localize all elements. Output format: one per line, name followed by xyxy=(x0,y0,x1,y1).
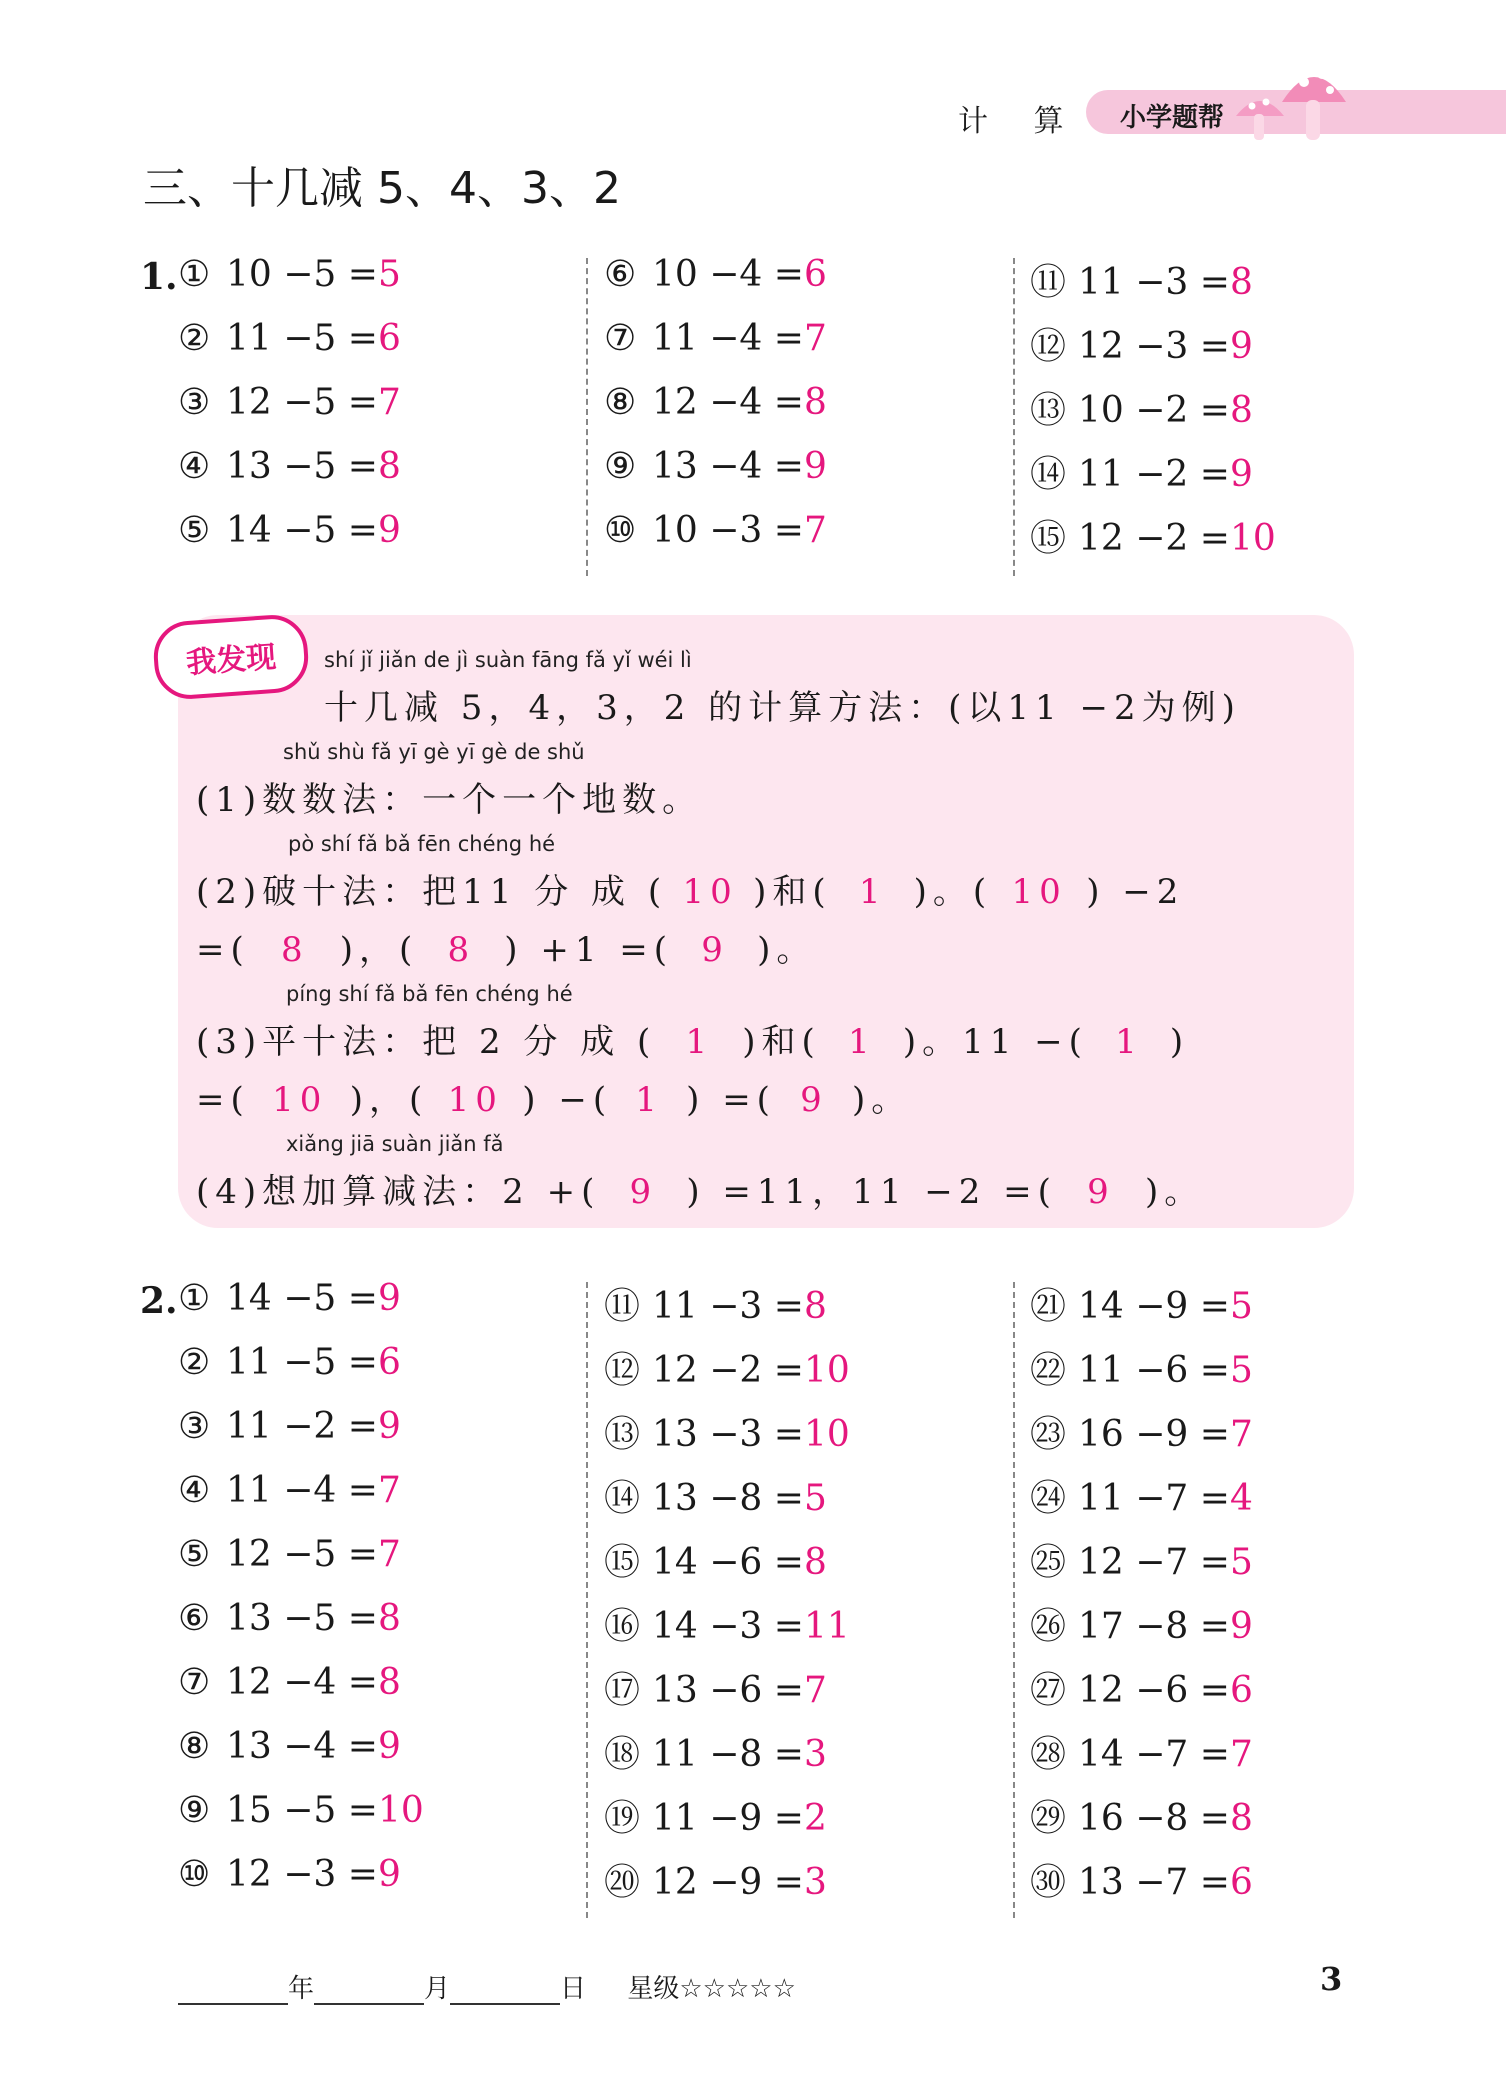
discovery-line-3: (2)破十法：把11 分 成 ( 10 )和( 1 )。( 10 ) −2 xyxy=(196,872,1185,912)
column-divider xyxy=(1013,1282,1015,1918)
item-number: ⑥ xyxy=(604,254,637,295)
item-number: ⑲ xyxy=(604,1798,641,1839)
equation-answer[interactable]: 10 xyxy=(803,1414,850,1455)
equation-answer[interactable]: 5 xyxy=(1229,1286,1253,1327)
equation xyxy=(178,382,401,423)
item-number: ⑮ xyxy=(1030,518,1067,559)
item-number: ⑫ xyxy=(1030,326,1067,367)
equation xyxy=(604,254,827,295)
equation-expression: 17 −8 = xyxy=(1078,1606,1230,1647)
item-number: ㉗ xyxy=(1030,1670,1067,1711)
equation-answer[interactable]: 8 xyxy=(803,1542,827,1583)
item-number: ② xyxy=(178,318,211,359)
equation-expression: 15 −5 = xyxy=(226,1790,378,1831)
equation-expression: 13 −6 = xyxy=(652,1670,804,1711)
equation-answer[interactable]: 9 xyxy=(1229,1606,1253,1647)
equation-expression: 12 −4 = xyxy=(652,382,804,423)
item-number: ⑤ xyxy=(178,510,211,551)
item-number: ⑤ xyxy=(178,1534,211,1575)
item-number: ⑦ xyxy=(178,1662,211,1703)
item-number: ⑬ xyxy=(604,1414,641,1455)
equation-expression: 13 −5 = xyxy=(226,446,378,487)
equation-answer[interactable]: 7 xyxy=(1229,1734,1253,1775)
equation-answer[interactable]: 4 xyxy=(1229,1478,1253,1519)
page-title: 三、十几减 5、4、3、2 xyxy=(143,163,621,214)
equation-answer[interactable]: 5 xyxy=(803,1478,827,1519)
equation xyxy=(178,1278,401,1319)
equation xyxy=(1030,254,1253,305)
equation-answer[interactable]: 9 xyxy=(1229,326,1253,367)
item-number: ㉙ xyxy=(1030,1798,1067,1839)
star-rating[interactable]: 星级☆☆☆☆☆ xyxy=(627,1974,796,2004)
equation-expression: 13 −4 = xyxy=(652,446,804,487)
discovery-line-7: (4)想加算减法：2 +( 9 ) =11，11 −2 =( 9 )。 xyxy=(196,1172,1205,1212)
equation-expression: 11 −3 = xyxy=(652,1286,804,1327)
equation-expression: 12 −5 = xyxy=(226,382,378,423)
equation-answer[interactable]: 8 xyxy=(1229,390,1253,431)
equation xyxy=(1030,1726,1253,1777)
equation-expression: 11 −5 = xyxy=(226,318,378,359)
item-number: ㉔ xyxy=(1030,1478,1067,1519)
equation-answer[interactable]: 6 xyxy=(377,318,401,359)
item-number: ㉘ xyxy=(1030,1734,1067,1775)
pinyin-line: shí jǐ jiǎn de jì suàn fāng fǎ yǐ wéi lì xyxy=(324,648,692,672)
equation xyxy=(604,1278,827,1329)
item-number: ⑨ xyxy=(604,446,637,487)
equation-answer[interactable]: 5 xyxy=(1229,1542,1253,1583)
equation-expression: 11 −2 = xyxy=(226,1406,378,1447)
section-1-number: 1. xyxy=(140,256,178,298)
item-number: ⑪ xyxy=(604,1286,641,1327)
equation-expression: 11 −7 = xyxy=(1078,1478,1230,1519)
item-number: ⑥ xyxy=(178,1598,211,1639)
equation xyxy=(178,446,401,487)
equation xyxy=(178,1534,401,1575)
item-number: ㉖ xyxy=(1030,1606,1067,1647)
equation-expression: 12 −3 = xyxy=(1078,326,1230,367)
equation-expression: 14 −6 = xyxy=(652,1542,804,1583)
equation-expression: 11 −3 = xyxy=(1078,262,1230,303)
item-number: ⑧ xyxy=(604,382,637,423)
equation-answer[interactable]: 8 xyxy=(803,382,827,423)
equation xyxy=(1030,318,1253,369)
equation xyxy=(1030,382,1253,433)
pinyin-line: xiǎng jiā suàn jiǎn fǎ xyxy=(286,1132,504,1156)
item-number: ④ xyxy=(178,1470,211,1511)
equation xyxy=(178,1854,401,1895)
equation-answer[interactable]: 7 xyxy=(377,382,401,423)
equation-expression: 12 −7 = xyxy=(1078,1542,1230,1583)
equation xyxy=(604,1854,827,1905)
equation-expression: 11 −9 = xyxy=(652,1798,804,1839)
equation-expression: 10 −2 = xyxy=(1078,390,1230,431)
equation xyxy=(604,318,827,359)
equation xyxy=(1030,1598,1253,1649)
item-number: ① xyxy=(178,1278,211,1319)
discovery-line-6: =( 10 )，( 10 ) −( 1 ) =( 9 )。 xyxy=(196,1080,912,1120)
equation xyxy=(1030,1534,1253,1585)
equation-answer[interactable]: 7 xyxy=(377,1470,401,1511)
equation-answer[interactable]: 6 xyxy=(1229,1670,1253,1711)
item-number: ⑮ xyxy=(604,1542,641,1583)
equation-expression: 10 −3 = xyxy=(652,510,804,551)
year-blank[interactable] xyxy=(178,1977,288,2005)
item-number: ㉚ xyxy=(1030,1862,1067,1903)
equation xyxy=(604,1790,827,1841)
equation xyxy=(178,510,401,551)
equation-answer[interactable]: 8 xyxy=(803,1286,827,1327)
equation xyxy=(178,1342,401,1383)
equation-answer[interactable]: 10 xyxy=(1229,518,1276,559)
equation-answer[interactable]: 10 xyxy=(377,1790,424,1831)
month-blank[interactable] xyxy=(314,1977,424,2005)
item-number: ④ xyxy=(178,446,211,487)
day-blank[interactable] xyxy=(450,1977,560,2005)
equation-answer[interactable]: 10 xyxy=(803,1350,850,1391)
equation xyxy=(1030,510,1276,561)
equation xyxy=(1030,446,1253,497)
equation-answer[interactable]: 6 xyxy=(1229,1862,1253,1903)
item-number: ③ xyxy=(178,382,211,423)
item-number: ② xyxy=(178,1342,211,1383)
item-number: ⑩ xyxy=(604,510,637,551)
equation-answer[interactable]: 11 xyxy=(803,1606,850,1647)
discovery-line-5: (3)平十法：把 2 分 成 ( 1 )和( 1 )。11 −( 1 ) xyxy=(196,1022,1190,1062)
equation-answer[interactable]: 8 xyxy=(377,446,401,487)
equation-answer[interactable]: 7 xyxy=(803,1670,827,1711)
equation-expression: 12 −2 = xyxy=(1078,518,1230,559)
equation-expression: 12 −9 = xyxy=(652,1862,804,1903)
equation-expression: 12 −5 = xyxy=(226,1534,378,1575)
equation-answer[interactable]: 8 xyxy=(1229,262,1253,303)
equation-answer[interactable]: 3 xyxy=(803,1734,827,1775)
item-number: ⑭ xyxy=(604,1478,641,1519)
equation xyxy=(178,1470,401,1511)
equation xyxy=(178,1598,401,1639)
equation-answer[interactable]: 9 xyxy=(377,510,401,551)
item-number: ㉑ xyxy=(1030,1286,1067,1327)
equation-expression: 10 −4 = xyxy=(652,254,804,295)
equation xyxy=(178,1790,424,1831)
equation-answer[interactable]: 8 xyxy=(377,1662,401,1703)
equation-expression: 14 −5 = xyxy=(226,510,378,551)
equation xyxy=(1030,1278,1253,1329)
equation xyxy=(1030,1342,1253,1393)
equation xyxy=(178,1406,401,1447)
equation-expression: 10 −5 = xyxy=(226,254,378,295)
item-number: ⑰ xyxy=(604,1670,641,1711)
discovery-line-2: (1)数数法：一个一个地数。 xyxy=(196,780,703,820)
equation-answer[interactable]: 5 xyxy=(377,254,401,295)
column-divider xyxy=(586,258,588,576)
equation-answer[interactable]: 7 xyxy=(1229,1414,1253,1455)
equation-answer[interactable]: 7 xyxy=(377,1534,401,1575)
equation-answer[interactable]: 8 xyxy=(377,1598,401,1639)
equation-answer[interactable]: 6 xyxy=(803,254,827,295)
equation-expression: 16 −9 = xyxy=(1078,1414,1230,1455)
mushroom-icon xyxy=(1222,52,1352,152)
equation-expression: 14 −3 = xyxy=(652,1606,804,1647)
equation-expression: 12 −6 = xyxy=(1078,1670,1230,1711)
equation-answer[interactable]: 9 xyxy=(377,1406,401,1447)
equation-answer[interactable]: 9 xyxy=(1229,454,1253,495)
equation-expression: 14 −5 = xyxy=(226,1278,378,1319)
item-number: ⑦ xyxy=(604,318,637,359)
equation-answer[interactable]: 9 xyxy=(803,446,827,487)
equation-answer[interactable]: 5 xyxy=(1229,1350,1253,1391)
equation-expression: 11 −4 = xyxy=(226,1470,378,1511)
header-series-label: 小学题帮 xyxy=(1120,103,1225,133)
equation xyxy=(604,1598,850,1649)
item-number: ⑯ xyxy=(604,1606,641,1647)
equation-expression: 11 −2 = xyxy=(1078,454,1230,495)
item-number: ⑫ xyxy=(604,1350,641,1391)
pinyin-line: shǔ shù fǎ yī gè yī gè de shǔ xyxy=(283,740,585,764)
equation xyxy=(178,1726,401,1767)
item-number: ⑳ xyxy=(604,1862,641,1903)
item-number: ⑭ xyxy=(1030,454,1067,495)
equation-expression: 12 −2 = xyxy=(652,1350,804,1391)
equation xyxy=(604,1662,827,1713)
item-number: ㉕ xyxy=(1030,1542,1067,1583)
equation xyxy=(604,1342,850,1393)
section-2-number: 2. xyxy=(140,1280,178,1322)
pinyin-line: pò shí fǎ bǎ fēn chéng hé xyxy=(288,832,556,856)
equation xyxy=(604,382,827,423)
item-number: ㉓ xyxy=(1030,1414,1067,1455)
equation-expression: 13 −3 = xyxy=(652,1414,804,1455)
equation-answer[interactable]: 3 xyxy=(803,1862,827,1903)
equation xyxy=(604,446,827,487)
equation xyxy=(604,1406,850,1457)
equation-expression: 11 −8 = xyxy=(652,1734,804,1775)
equation xyxy=(604,510,827,551)
equation-expression: 14 −7 = xyxy=(1078,1734,1230,1775)
equation-expression: 13 −5 = xyxy=(226,1598,378,1639)
equation xyxy=(178,1662,401,1703)
equation xyxy=(1030,1470,1253,1521)
equation-answer[interactable]: 9 xyxy=(377,1854,401,1895)
equation xyxy=(1030,1406,1253,1457)
equation-expression: 13 −7 = xyxy=(1078,1862,1230,1903)
item-number: ⑱ xyxy=(604,1734,641,1775)
equation-expression: 11 −5 = xyxy=(226,1342,378,1383)
equation xyxy=(1030,1662,1253,1713)
equation xyxy=(178,318,401,359)
header-subject: 计 算 xyxy=(958,104,1082,139)
equation xyxy=(178,254,401,295)
equation-expression: 12 −3 = xyxy=(226,1854,378,1895)
item-number: ⑪ xyxy=(1030,262,1067,303)
equation xyxy=(1030,1854,1253,1905)
item-number: ㉒ xyxy=(1030,1350,1067,1391)
discovery-line-1: 十几减 5，4，3，2 的计算方法：(以11 −2为例) xyxy=(324,688,1241,728)
equation-expression: 11 −6 = xyxy=(1078,1350,1230,1391)
equation-expression: 11 −4 = xyxy=(652,318,804,359)
footer-date-rating: 年 月 日 星级☆☆☆☆☆ xyxy=(178,1968,796,2005)
column-divider xyxy=(586,1282,588,1918)
discovery-line-4: =( 8 )，( 8 ) +1 =( 9 )。 xyxy=(196,930,817,970)
item-number: ③ xyxy=(178,1406,211,1447)
discovery-badge xyxy=(151,613,310,702)
equation-answer[interactable]: 2 xyxy=(803,1798,827,1839)
equation-expression: 13 −4 = xyxy=(226,1726,378,1767)
item-number: ⑬ xyxy=(1030,390,1067,431)
item-number: ① xyxy=(178,254,211,295)
equation-expression: 16 −8 = xyxy=(1078,1798,1230,1839)
item-number: ⑨ xyxy=(178,1790,211,1831)
equation-expression: 13 −8 = xyxy=(652,1478,804,1519)
item-number: ⑩ xyxy=(178,1854,211,1895)
equation-answer[interactable]: 9 xyxy=(377,1726,401,1767)
discovery-badge-label: 我发现 xyxy=(185,639,278,682)
column-divider xyxy=(1013,258,1015,576)
equation xyxy=(1030,1790,1253,1841)
equation-answer[interactable]: 7 xyxy=(803,318,827,359)
item-number: ⑧ xyxy=(178,1726,211,1767)
equation-expression: 14 −9 = xyxy=(1078,1286,1230,1327)
page-number: 3 xyxy=(1320,1960,1343,1998)
equation xyxy=(604,1726,827,1777)
equation-answer[interactable]: 9 xyxy=(377,1278,401,1319)
equation-answer[interactable]: 7 xyxy=(803,510,827,551)
equation-answer[interactable]: 8 xyxy=(1229,1798,1253,1839)
equation-expression: 12 −4 = xyxy=(226,1662,378,1703)
equation-answer[interactable]: 6 xyxy=(377,1342,401,1383)
pinyin-line: píng shí fǎ bǎ fēn chéng hé xyxy=(286,982,573,1006)
equation xyxy=(604,1470,827,1521)
equation xyxy=(604,1534,827,1585)
